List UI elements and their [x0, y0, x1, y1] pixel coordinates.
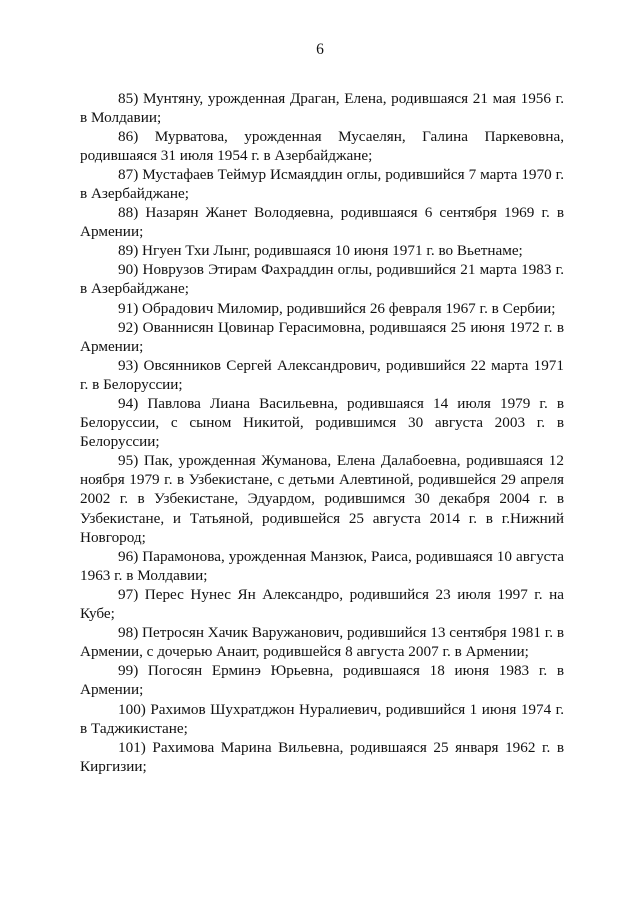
page-number: 6	[316, 41, 324, 58]
list-item: 86) Мурватова, урожденная Мусаелян, Галина Паркевовна, родившаяся 31 июля 1954 г. в Азербайджане;	[80, 127, 564, 164]
list-item: 94) Павлова Лиана Васильевна, родившаяся 14 июля 1979 г. в Белоруссии, с сыном Никитой, родившимся 30 августа 2003 г. в Белоруссии;	[80, 395, 564, 451]
list-item: 98) Петросян Хачик Варужанович, родившийся 13 сентября 1981 г. в Армении, с дочерью Анаит, родившейся 8 августа 2007 г. в Армении;	[80, 624, 564, 661]
list-item: 100) Рахимов Шухратджон Нуралиевич, родившийся 1 июня 1974 г. в Таджикистане;	[80, 700, 564, 737]
list-item: 101) Рахимова Марина Вильевна, родившаяся 25 января 1962 г. в Киргизии;	[80, 738, 564, 775]
list-item: 90) Новрузов Этирам Фахраддин оглы, родившийся 21 марта 1983 г. в Азербайджане;	[80, 261, 564, 298]
list-item: 88) Назарян Жанет Володяевна, родившаяся 6 сентября 1969 г. в Армении;	[80, 204, 564, 241]
list-item: 92) Ованнисян Цовинар Герасимовна, родившаяся 25 июня 1972 г. в Армении;	[80, 318, 564, 355]
entries-list	[80, 89, 564, 776]
list-item: 97) Перес Нунес Ян Александро, родившийся 23 июля 1997 г. на Кубе;	[80, 585, 564, 623]
list-item: 91) Обрадович Миломир, родившийся 26 февраля 1967 г. в Сербии;	[118, 299, 556, 317]
list-item: 96) Парамонова, урожденная Манзюк, Раиса, родившаяся 10 августа 1963 г. в Молдавии;	[80, 547, 564, 584]
list-item: 95) Пак, урожденная Жуманова, Елена Далабоевна, родившаяся 12 ноября 1979 г. в Узбекистане, с детьми Алевтиной, родившейся 29 апреля 2002 г. в Узбекистане, Эдуардом, родившимся 30 декабря 2004 г. в Узбекистане, и Татьяной, родившейся 25 августа 2014 г. в г.Нижний Новгород;	[80, 452, 564, 546]
list-item: 87) Мустафаев Теймур Исмаяддин оглы, родившийся 7 марта 1970 г. в Азербайджане;	[80, 165, 564, 202]
list-item: 99) Погосян Ерминэ Юрьевна, родившаяся 18 июня 1983 г. в Армении;	[80, 662, 564, 699]
list-item: 93) Овсянников Сергей Александрович, родившийся 22 марта 1971 г. в Белоруссии;	[80, 356, 564, 393]
list-item: 85) Мунтяну, урожденная Драган, Елена, родившаяся 21 мая 1956 г. в Молдавии;	[80, 89, 564, 126]
list-item: 89) Нгуен Тхи Лынг, родившаяся 10 июня 1971 г. во Вьетнаме;	[118, 242, 523, 260]
